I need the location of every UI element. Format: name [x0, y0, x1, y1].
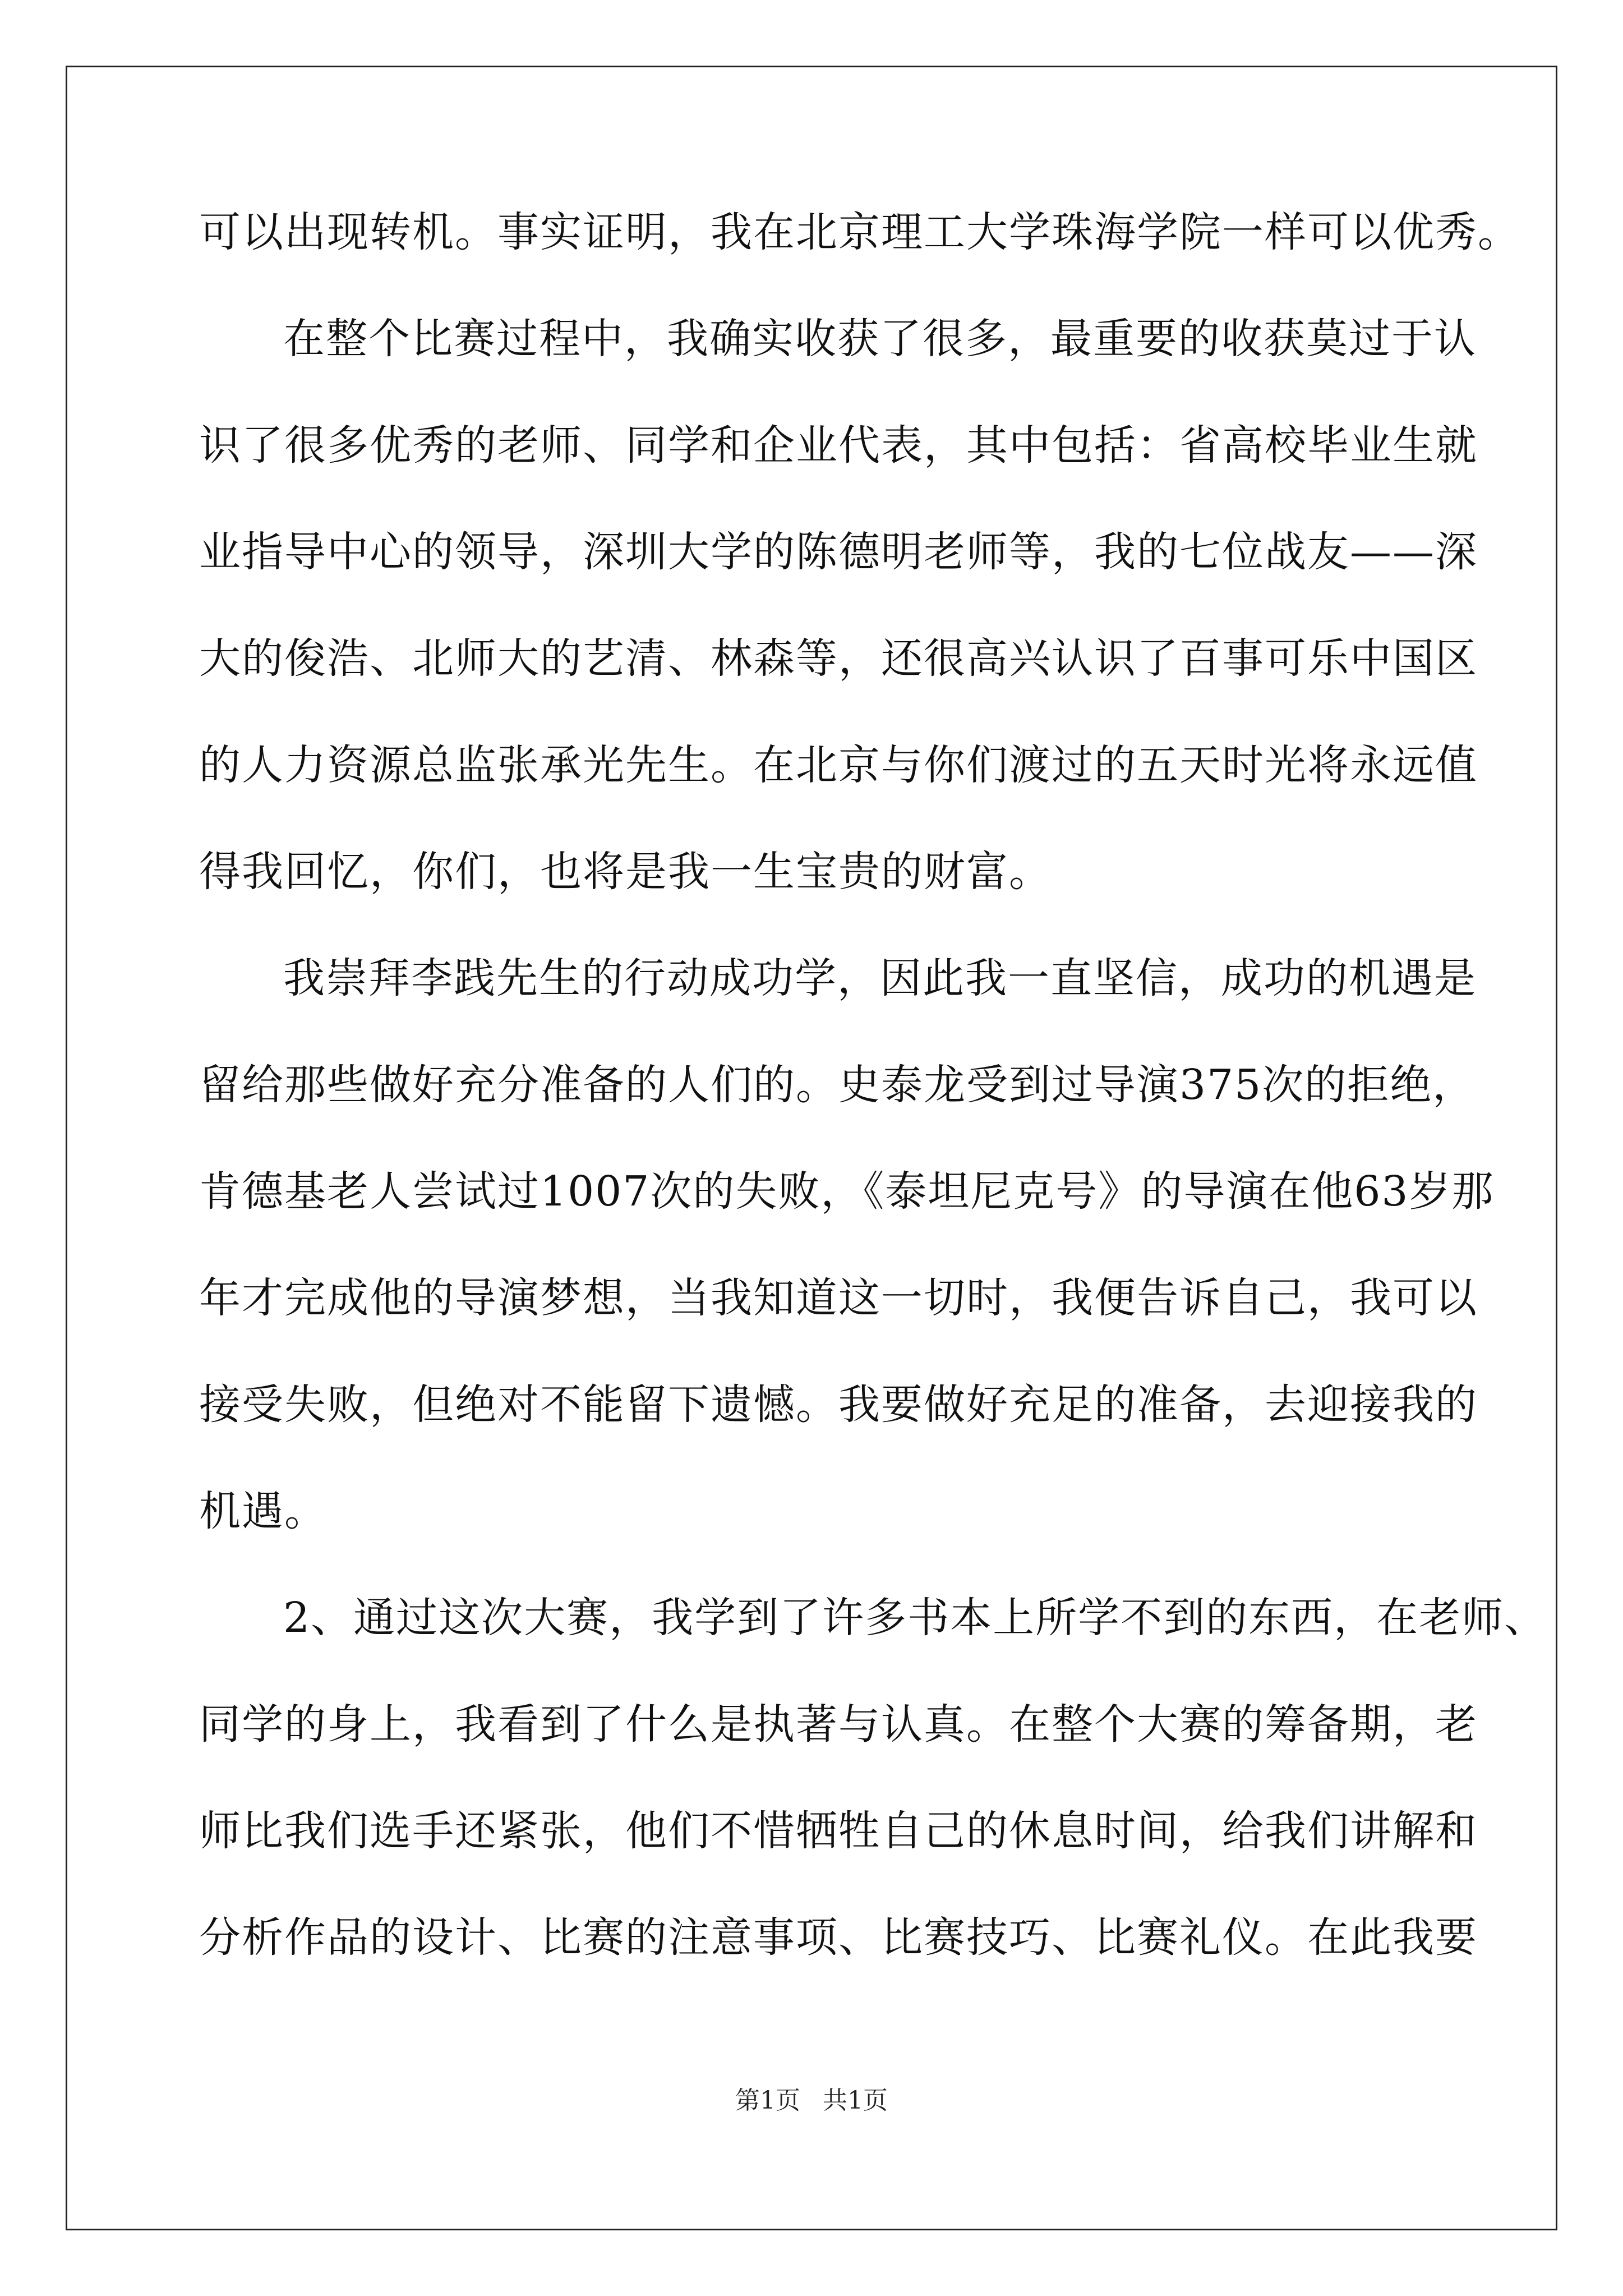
- text-line: 的人力资源总监张承光先生。在北京与你们渡过的五天时光将永远值: [199, 741, 1478, 789]
- text-line: 肯德基老人尝试过1007次的失败，《泰坦尼克号》的导演在他63岁那: [199, 1167, 1495, 1216]
- text-line: 留给那些做好充分准备的人们的。史泰龙受到过导演375次的拒绝，: [199, 1061, 1476, 1109]
- text-line: 识了很多优秀的老师、同学和企业代表，其中包括：省高校毕业生就: [199, 421, 1478, 470]
- text-line: 得我回忆，你们，也将是我一生宝贵的财富。: [199, 848, 1052, 896]
- text-line: 同学的身上，我看到了什么是执著与认真。在整个大赛的筹备期，老: [199, 1700, 1478, 1749]
- text-line: 接受失败，但绝对不能留下遗憾。我要做好充足的准备，去迎接我的: [199, 1381, 1478, 1429]
- text-line: 大的俊浩、北师大的艺清、林森等，还很高兴认识了百事可乐中国区: [199, 634, 1478, 683]
- page-total: 共1页: [823, 2086, 888, 2115]
- paragraph-start-line: 在整个比赛过程中，我确实收获了很多，最重要的收获莫过于认: [283, 315, 1477, 363]
- text-line: 师比我们选手还紧张，他们不惜牺牲自己的休息时间，给我们讲解和: [199, 1807, 1478, 1855]
- page-border: [66, 66, 1557, 2230]
- page-footer: [0, 2084, 1623, 2118]
- text-line: 业指导中心的领导，深圳大学的陈德明老师等，我的七位战友——深: [199, 528, 1478, 576]
- paragraph-start-line: 我崇拜李践先生的行动成功学，因此我一直坚信，成功的机遇是: [283, 954, 1477, 1002]
- paragraph-start-line: 2、通过这次大赛，我学到了许多书本上所学不到的东西，在老师、: [283, 1594, 1547, 1642]
- text-line: 年才完成他的导演梦想，当我知道这一切时，我便告诉自己，我可以: [199, 1274, 1478, 1322]
- text-line: 分析作品的设计、比赛的注意事项、比赛技巧、比赛礼仪。在此我要: [199, 1913, 1478, 1962]
- text-line: 机遇。: [199, 1487, 327, 1535]
- page-number: 第1页: [735, 2086, 800, 2115]
- text-line: 可以出现转机。事实证明，我在北京理工大学珠海学院一样可以优秀。: [199, 208, 1520, 256]
